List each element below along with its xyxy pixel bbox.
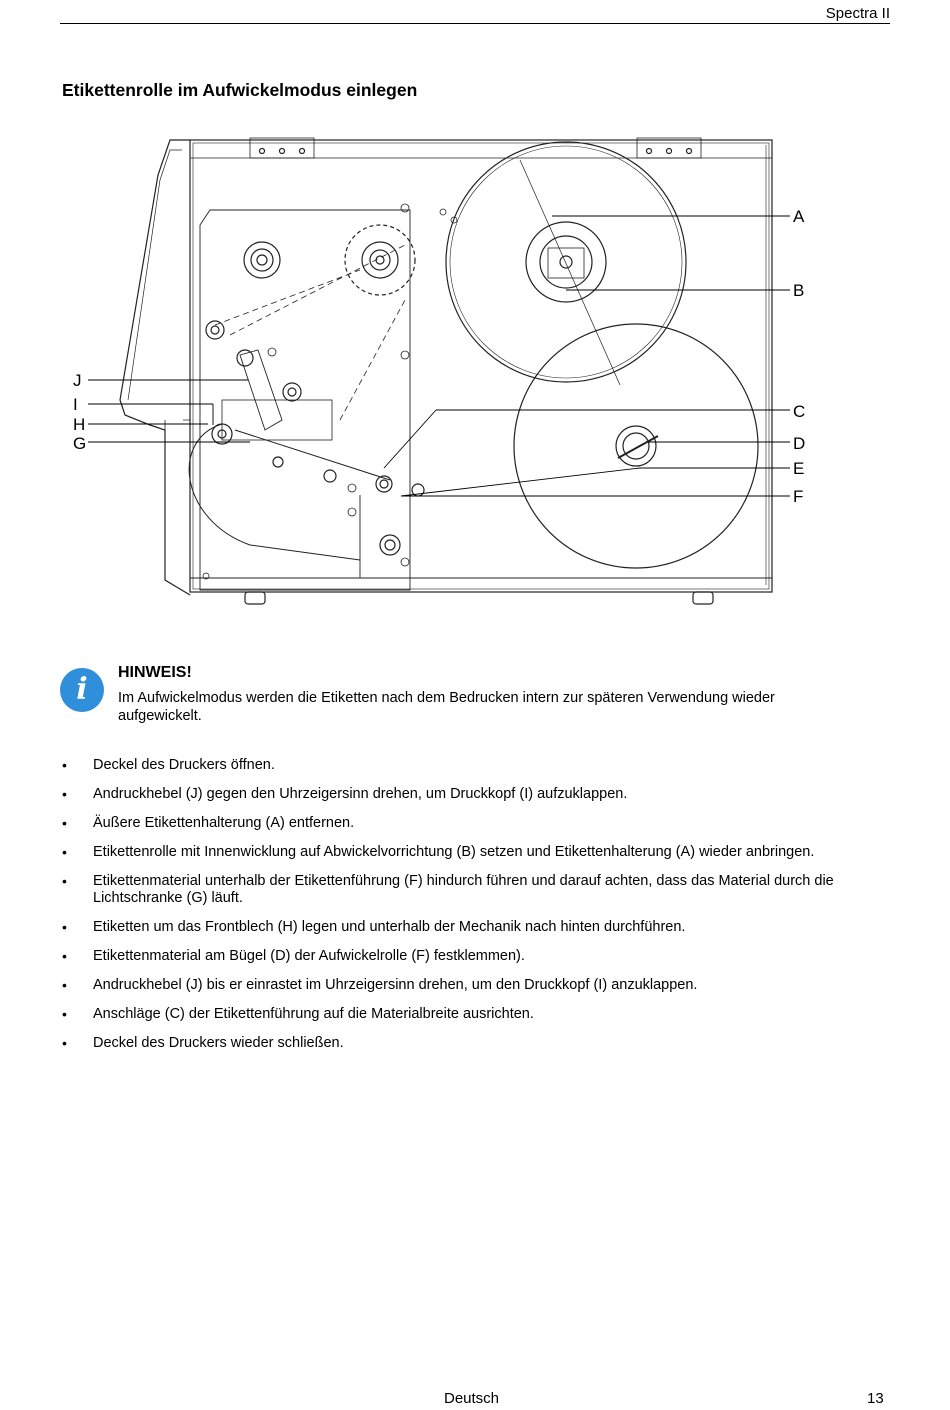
callout-b: B <box>793 281 805 300</box>
bullet-icon: • <box>62 1006 67 1022</box>
callout-d: D <box>793 434 806 453</box>
list-item <box>60 1035 860 1052</box>
bullet-icon: • <box>62 919 67 935</box>
list-item <box>60 919 860 936</box>
bullet-icon: • <box>62 815 67 831</box>
bullet-icon: • <box>62 977 67 993</box>
bullet-icon: • <box>62 844 67 860</box>
note-text: Im Aufwickelmodus werden die Etiketten nach dem Bedrucken intern zur späteren Verwendung wieder aufgewickelt. <box>118 690 775 724</box>
instruction-list <box>60 757 860 1064</box>
bullet-icon: • <box>62 757 67 773</box>
list-item <box>60 815 860 832</box>
step-text: Deckel des Druckers öffnen. <box>93 757 275 773</box>
page-number: 13 <box>867 1390 884 1407</box>
header-title: Spectra II <box>825 5 890 22</box>
callout-a: A <box>793 207 805 226</box>
callout-g: G <box>73 434 87 453</box>
list-item <box>60 786 860 803</box>
callout-e: E <box>793 459 805 478</box>
note-title: HINWEIS! <box>118 664 192 681</box>
step-text: Andruckhebel (J) bis er einrastet im Uhrzeigersinn drehen, um den Druckkopf (I) anzuklappen. <box>93 977 698 993</box>
step-text: Etikettenrolle mit Innenwicklung auf Abwickelvorrichtung (B) setzen und Etikettenhalterung (A) wieder anbringen. <box>93 844 815 860</box>
callout-f: F <box>793 487 804 506</box>
list-item <box>60 977 860 994</box>
callout-h: H <box>73 415 86 434</box>
step-text: Etikettenmaterial am Bügel (D) der Aufwickelrolle (F) festklemmen). <box>93 948 525 964</box>
list-item <box>60 844 860 861</box>
step-text: Äußere Etikettenhalterung (A) entfernen. <box>93 815 355 831</box>
header-rule <box>60 23 890 24</box>
bullet-icon: • <box>62 1035 67 1051</box>
callout-i: I <box>73 395 78 414</box>
step-text: Etikettenmaterial unterhalb der Etikettenführung (F) hindurch führen und darauf achten, dass das Material durch die Lichtschranke (G) läuft. <box>93 873 834 906</box>
list-item <box>60 1006 860 1023</box>
list-item <box>60 948 860 965</box>
callout-c: C <box>793 402 806 421</box>
step-text: Deckel des Druckers wieder schließen. <box>93 1035 344 1051</box>
step-text: Andruckhebel (J) gegen den Uhrzeigersinn drehen, um Druckkopf (I) aufzuklappen. <box>93 786 628 802</box>
step-text: Anschläge (C) der Etikettenführung auf die Materialbreite ausrichten. <box>93 1006 534 1022</box>
list-item <box>60 873 860 907</box>
printer-diagram <box>0 120 950 620</box>
bullet-icon: • <box>62 948 67 964</box>
step-text: Etiketten um das Frontblech (H) legen und unterhalb der Mechanik nach hinten durchführen. <box>93 919 686 935</box>
callout-j: J <box>73 371 82 390</box>
section-title: Etikettenrolle im Aufwickelmodus einlegen <box>62 80 418 100</box>
bullet-icon: • <box>62 873 67 889</box>
list-item <box>60 757 860 774</box>
footer-language: Deutsch <box>444 1390 500 1407</box>
info-icon: i <box>60 668 104 712</box>
bullet-icon: • <box>62 786 67 802</box>
